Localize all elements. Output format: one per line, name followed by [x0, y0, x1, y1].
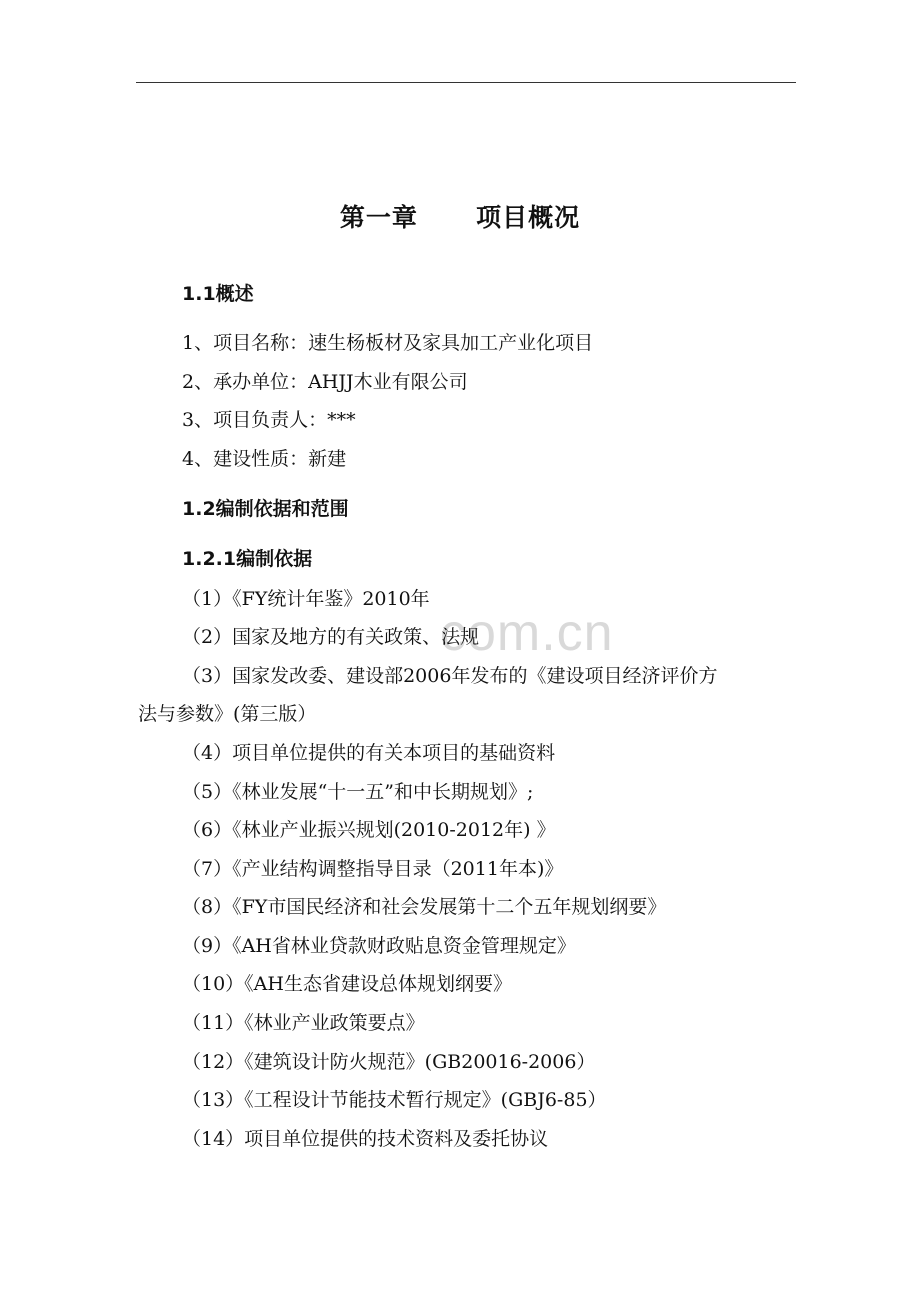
chapter-title: 第一章 项目概况 — [339, 203, 581, 232]
header-rule — [136, 82, 796, 83]
overview-item: 1、项目名称：速生杨板材及家具加工产业化项目 — [182, 332, 594, 354]
overview-item: 4、建设性质：新建 — [182, 448, 347, 470]
basis-item: （13）《工程设计节能技术暂行规定》(GBJ6-85） — [182, 1089, 607, 1111]
basis-item: （6）《林业产业振兴规划(2010-2012年) 》 — [182, 819, 556, 841]
basis-item: （3）国家发改委、建设部2006年发布的《建设项目经济评价方 — [182, 665, 718, 687]
basis-item: （4）项目单位提供的有关本项目的基础资料 — [182, 742, 556, 764]
section-heading-1-2-1: 1.2.1编制依据 — [182, 548, 313, 570]
basis-item: （10）《AH生态省建设总体规划纲要》 — [182, 973, 512, 995]
basis-item: （12）《建筑设计防火规范》(GB20016-2006） — [182, 1051, 596, 1073]
basis-item: （11）《林业产业政策要点》 — [182, 1012, 425, 1034]
basis-item: （8）《FY市国民经济和社会发展第十二个五年规划纲要》 — [182, 896, 667, 918]
basis-item: （9）《AH省林业贷款财政贴息资金管理规定》 — [182, 935, 576, 957]
overview-item: 2、承办单位：AHJJ木业有限公司 — [182, 371, 468, 393]
basis-item-continuation: 法与参数》(第三版） — [138, 703, 317, 725]
basis-item: （7）《产业结构调整指导目录（2011年本)》 — [182, 858, 564, 880]
overview-item: 3、项目负责人：*** — [182, 409, 356, 431]
basis-item: （2）国家及地方的有关政策、法规 — [182, 626, 480, 648]
basis-item: （1）《FY统计年鉴》2010年 — [182, 588, 430, 610]
watermark: com.cn — [440, 604, 614, 662]
basis-item: （14）项目单位提供的技术资料及委托协议 — [182, 1128, 549, 1150]
basis-item: （5）《林业发展“十一五”和中长期规划》; — [182, 781, 534, 803]
section-heading-1-1: 1.1概述 — [182, 283, 254, 305]
section-heading-1-2: 1.2编制依据和范围 — [182, 498, 349, 520]
